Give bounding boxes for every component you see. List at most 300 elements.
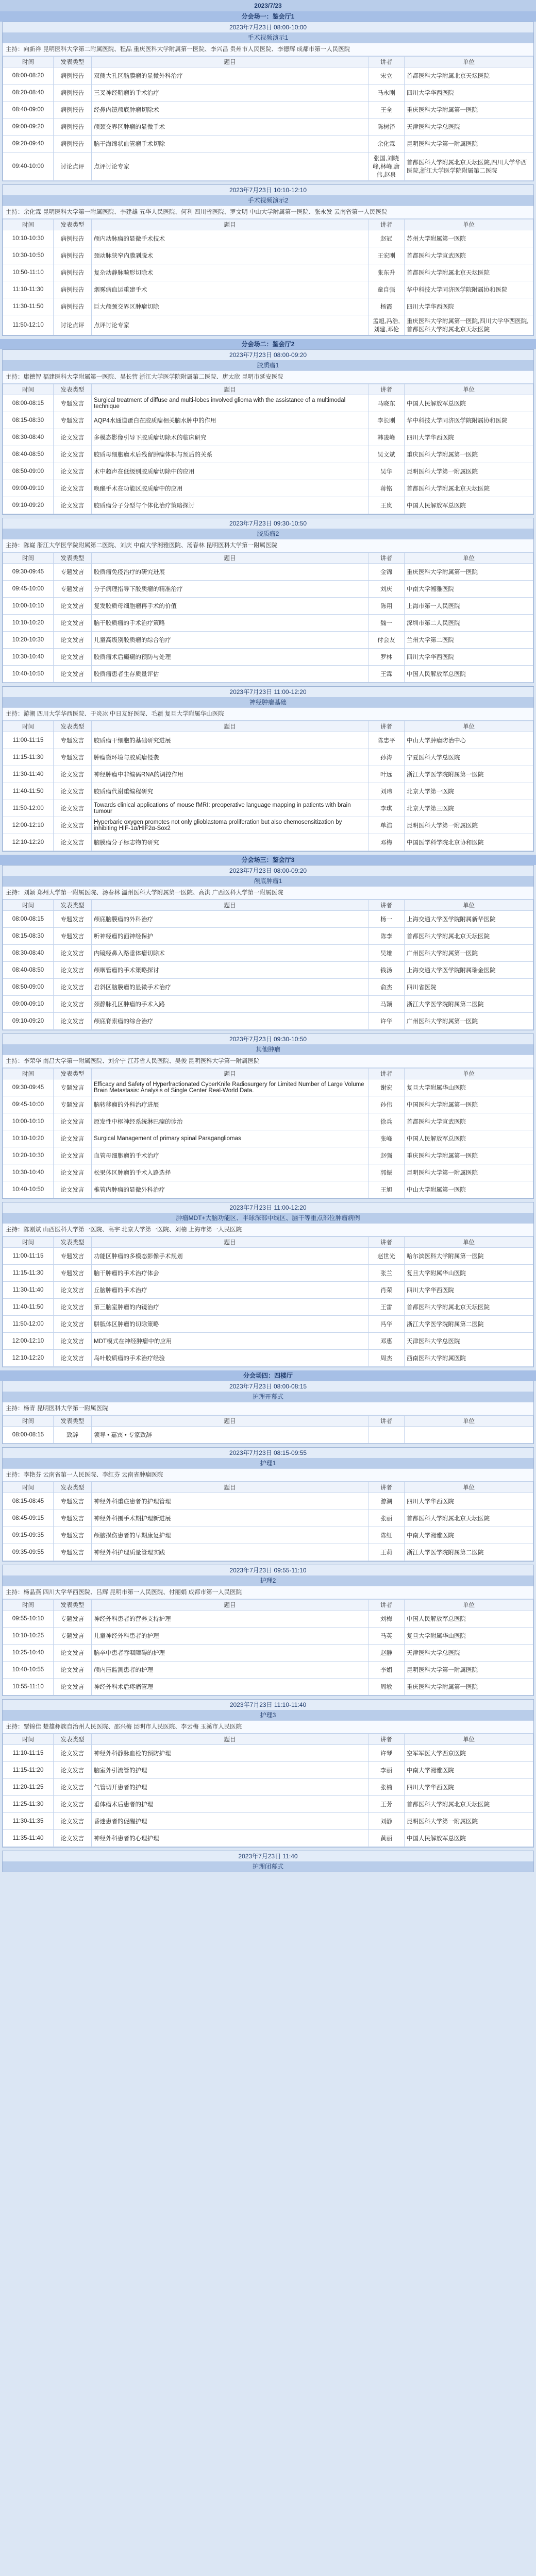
unit-cell: 华中科技大学同济医学院附属协和医院 [405,281,533,298]
speaker-cell: 钱汤 [368,962,405,979]
table-row [3,1164,533,1181]
unit-cell: 华中科技大学同济医学院附属协和医院 [405,412,533,429]
speaker-cell: 赵世光 [368,1248,405,1265]
column-header: 讲者 [368,219,405,230]
type-cell: 论文发言 [54,1113,92,1130]
speaker-cell: 叶远 [368,766,405,783]
speaker-cell: 王雷 [368,1299,405,1316]
speaker-cell [368,1427,405,1444]
unit-cell: 重庆医科大学附属第一医院 [405,1679,533,1696]
time-cell: 12:10-12:20 [3,1350,54,1367]
unit-cell: 北京大学第三医院 [405,800,533,817]
time-cell: 11:15-11:30 [3,749,54,766]
session-time: 2023年7月23日 08:15-09:55 [3,1448,533,1458]
table-row [3,649,533,666]
session-time: 2023年7月23日 08:00-08:15 [3,1381,533,1392]
column-header: 单位 [405,1734,533,1745]
schedule-table [3,1415,533,1444]
type-cell: 论文发言 [54,1181,92,1198]
topic-cell: AQP4水通道蛋白在胶质瘤相关脑水肿中的作用 [92,412,368,429]
session-name: 护理1 [3,1458,533,1468]
table-row [3,497,533,514]
topic-cell: 三叉神经鞘瘤的手术治疗 [92,84,368,101]
schedule-table [3,384,533,514]
topic-cell: 功能区肿瘤的多模态影像手术规划 [92,1248,368,1265]
column-header: 题目 [92,1416,368,1427]
unit-cell: 首都医科大学附属北京天坛医院 [405,480,533,497]
time-cell: 11:30-11:35 [3,1813,54,1830]
speaker-cell: 罗林 [368,649,405,666]
unit-cell: 中国人民解放军总医院 [405,395,533,412]
column-header: 单位 [405,1482,533,1493]
session-block [2,1033,534,1199]
topic-cell: 点评讨论专家 [92,315,368,335]
column-header: 发表类型 [54,1237,92,1248]
time-cell: 09:00-09:10 [3,996,54,1013]
type-cell: 病例报告 [54,67,92,84]
topic-cell: MDT模式在神经肿瘤中的应用 [92,1333,368,1350]
unit-cell: 深圳市第二人民医院 [405,615,533,632]
type-cell: 专题发言 [54,911,92,928]
time-cell: 10:10-10:25 [3,1628,54,1645]
speaker-cell: 孙伟 [368,1096,405,1113]
table-row [3,979,533,996]
unit-cell: 重庆医科大学附属第一医院,四川大学华西医院,首都医科大学附属北京天坛医院 [405,315,533,335]
type-cell: 病例报告 [54,118,92,135]
session-time: 2023年7月23日 08:00-09:20 [3,350,533,360]
unit-cell: 上海交通大学医学院附属瑞金医院 [405,962,533,979]
time-cell: 11:30-11:40 [3,766,54,783]
type-cell: 论文发言 [54,1350,92,1367]
session-host: 主持：杨晶燕 四川大学华西医院、吕辉 昆明市第一人民医院、付丽娟 成都市第一人民医院 [3,1586,533,1599]
schedule-table [3,1068,533,1198]
topic-cell: 经鼻内镜颅底肿瘤切除术 [92,101,368,118]
topic-cell: 松果体区肿瘤的手术入路选择 [92,1164,368,1181]
column-header: 发表类型 [54,1734,92,1745]
table-row [3,1181,533,1198]
time-cell: 09:45-10:00 [3,581,54,598]
session-name: 神经肿瘤基础 [3,697,533,707]
topic-cell: Towards clinical applications of mouse fMRI: preoperative language mapping in patients with brain tumour [92,800,368,817]
time-cell: 09:20-09:40 [3,135,54,152]
column-header: 讲者 [368,57,405,67]
unit-cell: 中山大学肿瘤防治中心 [405,732,533,749]
type-cell: 论文发言 [54,1316,92,1333]
session-block [2,184,534,336]
speaker-cell: 张国,刘晓峰,林峰,唐伟,赵泉 [368,152,405,181]
time-cell: 09:00-09:20 [3,118,54,135]
speaker-cell: 金锦 [368,564,405,581]
time-cell: 08:20-08:40 [3,84,54,101]
speaker-cell: 李丽 [368,1762,405,1779]
topic-cell: 颅咽管瘤的手术策略探讨 [92,962,368,979]
table-row [3,118,533,135]
topic-cell: 颅脑损伤患者的早期康复护理 [92,1527,368,1544]
column-header: 讲者 [368,553,405,564]
column-header: 时间 [3,1416,54,1427]
session-block [2,349,534,515]
unit-cell: 首都医科大学附属北京天坛医院 [405,1510,533,1527]
time-cell: 11:30-11:50 [3,298,54,315]
type-cell: 论文发言 [54,429,92,446]
unit-cell: 昆明医科大学第一附属医院 [405,1164,533,1181]
table-header-row [3,1482,533,1493]
session-block [2,1565,534,1696]
session-host: 主持：陈嶷 浙江大学医学院附属第二医院、刘庆 中南大学湘雅医院、汤春林 昆明医科大学第一附属医院 [3,539,533,552]
topic-cell: 垂体瘤术后患者的护理 [92,1796,368,1813]
speaker-cell: 马颖 [368,996,405,1013]
table-row [3,1527,533,1544]
time-cell: 08:15-08:45 [3,1493,54,1510]
type-cell: 论文发言 [54,615,92,632]
type-cell: 论文发言 [54,632,92,649]
type-cell: 专题发言 [54,1265,92,1282]
unit-cell: 四川大学华西医院 [405,84,533,101]
column-header: 发表类型 [54,57,92,67]
time-cell: 09:10-09:20 [3,1013,54,1030]
table-row [3,230,533,247]
table-row [3,632,533,649]
table-header-row [3,1416,533,1427]
speaker-cell: 张东升 [368,264,405,281]
time-cell: 08:40-09:00 [3,101,54,118]
column-header: 时间 [3,1482,54,1493]
topic-cell: 神经外科患者的营养支持护理 [92,1611,368,1628]
column-header: 单位 [405,1416,533,1427]
unit-cell: 中国人民解放军总医院 [405,497,533,514]
speaker-cell: 李长刚 [368,412,405,429]
time-cell: 09:30-09:45 [3,564,54,581]
table-row [3,1427,533,1444]
column-header: 发表类型 [54,900,92,911]
hall-header: 分会场三：鉴会厅3 [0,855,536,865]
speaker-cell: 孟旭,冯浩,刘建,邓伦 [368,315,405,335]
unit-cell: 空军军医大学西京医院 [405,1745,533,1762]
unit-cell: 广州医科大学附属第一医院 [405,945,533,962]
column-header: 单位 [405,1237,533,1248]
time-cell: 08:00-08:15 [3,1427,54,1444]
type-cell: 论文发言 [54,1013,92,1030]
column-header: 题目 [92,721,368,732]
session-time: 2023年7月23日 11:00-12:20 [3,687,533,697]
table-row [3,1316,533,1333]
time-cell: 10:00-10:10 [3,598,54,615]
topic-cell: 多模态影像引导下胶质瘤切除术的临床研究 [92,429,368,446]
unit-cell: 中国医科大学附属第一医院 [405,1096,533,1113]
session-time: 2023年7月23日 10:10-12:10 [3,185,533,195]
column-header: 时间 [3,1734,54,1745]
time-cell: 09:15-09:35 [3,1527,54,1544]
table-row [3,1796,533,1813]
topic-cell: 胶质瘤代谢重编程研究 [92,783,368,800]
table-header-row [3,1237,533,1248]
type-cell: 论文发言 [54,1779,92,1796]
topic-cell: 颈动脉狭窄内膜剥脱术 [92,247,368,264]
session-time: 2023年7月23日 09:55-11:10 [3,1565,533,1575]
column-header: 题目 [92,1734,368,1745]
unit-cell: 北京大学第一医院 [405,783,533,800]
topic-cell: 椎管内肿瘤的显微外科治疗 [92,1181,368,1198]
table-header-row [3,900,533,911]
topic-cell: 烟雾病血运重建手术 [92,281,368,298]
unit-cell: 浙江大学医学院附属第一医院 [405,766,533,783]
type-cell: 论文发言 [54,1762,92,1779]
speaker-cell: 孙涛 [368,749,405,766]
type-cell: 论文发言 [54,463,92,480]
topic-cell: 神经外科患者的心理护理 [92,1830,368,1847]
speaker-cell: 王岚 [368,497,405,514]
column-header: 发表类型 [54,219,92,230]
type-cell: 专题发言 [54,1096,92,1113]
type-cell: 论文发言 [54,1745,92,1762]
topic-cell: 颅内动脉瘤的显微手术技术 [92,230,368,247]
table-row [3,152,533,181]
table-row [3,412,533,429]
type-cell: 论文发言 [54,1796,92,1813]
topic-cell: 神经外科术后疼痛管理 [92,1679,368,1696]
schedule-table [3,1599,533,1696]
column-header: 发表类型 [54,1482,92,1493]
topic-cell: 气管切开患者的护理 [92,1779,368,1796]
time-cell: 11:10-11:15 [3,1745,54,1762]
table-row [3,1611,533,1628]
table-row [3,817,533,834]
session-host: 主持：向新祥 昆明医科大学第二附属医院、程品 重庆医科大学附属第一医院、李兴昌 贵州市人民医院、李德辉 成都市第一人民医院 [3,43,533,56]
time-cell: 10:10-10:20 [3,615,54,632]
type-cell: 专题发言 [54,1510,92,1527]
table-row [3,783,533,800]
session-name: 手术视频演示2 [3,195,533,206]
column-header: 时间 [3,900,54,911]
speaker-cell: 郭振 [368,1164,405,1181]
speaker-cell: 周敏 [368,1679,405,1696]
time-cell: 10:20-10:30 [3,1147,54,1164]
speaker-cell: 马晓东 [368,395,405,412]
table-row [3,581,533,598]
session-name: 颅底肿瘤1 [3,876,533,886]
time-cell: 10:40-10:55 [3,1662,54,1679]
type-cell: 专题发言 [54,1527,92,1544]
time-cell: 09:40-10:00 [3,152,54,181]
session-block [2,22,534,181]
topic-cell: 脑转移瘤的外科治疗进展 [92,1096,368,1113]
session-block [2,1381,534,1444]
time-cell: 10:25-10:40 [3,1645,54,1662]
unit-cell: 重庆医科大学附属第一医院 [405,1147,533,1164]
time-cell: 10:10-10:20 [3,1130,54,1147]
type-cell: 论文发言 [54,1645,92,1662]
unit-cell: 四川大学华西医院 [405,1282,533,1299]
type-cell: 专题发言 [54,749,92,766]
table-row [3,1813,533,1830]
unit-cell: 中山大学附属第一医院 [405,1181,533,1198]
time-cell: 11:40-11:50 [3,783,54,800]
column-header: 发表类型 [54,1069,92,1079]
hall-header: 分会场四：四楼厅 [0,1370,536,1381]
type-cell: 论文发言 [54,800,92,817]
time-cell: 08:40-08:50 [3,962,54,979]
speaker-cell: 刘庆 [368,581,405,598]
column-header: 单位 [405,1600,533,1611]
type-cell: 论文发言 [54,834,92,851]
type-cell: 讨论点评 [54,152,92,181]
session-host: 主持：康德智 福建医科大学附属第一医院、吴长营 浙江大学医学院附属第二医院、唐太欣 昆明市延安医院 [3,370,533,384]
speaker-cell: 张峰 [368,1130,405,1147]
type-cell: 论文发言 [54,1662,92,1679]
unit-cell: 苏州大学附属第一医院 [405,230,533,247]
topic-cell: 岩斜区脑膜瘤的显微手术治疗 [92,979,368,996]
speaker-cell: 陈忠平 [368,732,405,749]
column-header: 时间 [3,1600,54,1611]
column-header: 题目 [92,553,368,564]
unit-cell: 中南大学湘雅医院 [405,581,533,598]
speaker-cell: 李琪 [368,800,405,817]
type-cell: 论文发言 [54,817,92,834]
topic-cell: 岛叶胶质瘤的手术治疗经验 [92,1350,368,1367]
column-header: 单位 [405,219,533,230]
table-row [3,945,533,962]
unit-cell: 中国医学科学院北京协和医院 [405,834,533,851]
schedule-table [3,1236,533,1367]
speaker-cell: 陈红 [368,1527,405,1544]
table-row [3,749,533,766]
session-host: 主持：刘颖 郑州大学第一附属医院、汤春林 温州医科大学附属第一医院、高洪 广西医科大学第一附属医院 [3,886,533,900]
time-cell: 10:30-10:40 [3,1164,54,1181]
time-cell: 10:30-10:50 [3,247,54,264]
type-cell: 论文发言 [54,497,92,514]
speaker-cell: 徐兵 [368,1113,405,1130]
topic-cell: 丘脑肿瘤的手术治疗 [92,1282,368,1299]
unit-cell: 首都医科大学附属北京天坛医院,四川大学华西医院,浙江大学医学院附属第二医院 [405,152,533,181]
time-cell: 08:45-09:15 [3,1510,54,1527]
speaker-cell: 杨一 [368,911,405,928]
time-cell: 11:50-12:00 [3,1316,54,1333]
type-cell: 专题发言 [54,1611,92,1628]
type-cell: 专题发言 [54,564,92,581]
time-cell: 11:40-11:50 [3,1299,54,1316]
session-time: 2023年7月23日 11:10-11:40 [3,1700,533,1710]
table-row [3,766,533,783]
speaker-cell: 童自强 [368,281,405,298]
type-cell: 病例报告 [54,264,92,281]
table-row [3,911,533,928]
page-title: 2023/7/23 [0,0,536,11]
unit-cell: 中国人民解放军总医院 [405,666,533,683]
unit-cell: 复旦大学附属华山医院 [405,1265,533,1282]
hall-header: 分会场二：鉴会厅2 [0,339,536,349]
table-row [3,1130,533,1147]
session-host: 主持：杨青 昆明医科大学第一附属医院 [3,1402,533,1415]
speaker-cell: 张丽 [368,1510,405,1527]
unit-cell: 昆明医科大学第一附属医院 [405,1813,533,1830]
topic-cell: Surgical Management of primary spinal Paragangliomas [92,1130,368,1147]
type-cell: 论文发言 [54,979,92,996]
unit-cell: 重庆医科大学附属第一医院 [405,446,533,463]
type-cell: 专题发言 [54,581,92,598]
unit-cell: 中南大学湘雅医院 [405,1527,533,1544]
type-cell: 病例报告 [54,101,92,118]
speaker-cell: 蒋铭 [368,480,405,497]
unit-cell: 复旦大学附属华山医院 [405,1628,533,1645]
column-header: 讲者 [368,1482,405,1493]
session-time: 2023年7月23日 09:30-10:50 [3,518,533,529]
table-header-row [3,219,533,230]
time-cell: 11:50-12:10 [3,315,54,335]
time-cell: 09:55-10:10 [3,1611,54,1628]
session-host: 主持：游潮 四川大学华西医院、于炎冰 中日友好医院、毛颖 复旦大学附属华山医院 [3,707,533,721]
time-cell: 08:15-08:30 [3,928,54,945]
speaker-cell: 赵静 [368,1645,405,1662]
time-cell: 10:10-10:30 [3,230,54,247]
table-row [3,1079,533,1096]
session-name: 其他肿瘤 [3,1044,533,1055]
session-time: 2023年7月23日 08:00-10:00 [3,22,533,32]
unit-cell: 天津医科大学总医院 [405,118,533,135]
unit-cell: 四川大学华西医院 [405,1779,533,1796]
unit-cell [405,1427,533,1444]
topic-cell: 血管母细胞瘤的手术治疗 [92,1147,368,1164]
table-row [3,315,533,335]
speaker-cell: 俞杰 [368,979,405,996]
unit-cell: 中国人民解放军总医院 [405,1830,533,1847]
topic-cell: 胶质瘤干细胞的基础研究进展 [92,732,368,749]
topic-cell: 双侧大孔区脑膜瘤的显微外科治疗 [92,67,368,84]
table-row [3,564,533,581]
time-cell: 09:00-09:10 [3,480,54,497]
table-row [3,247,533,264]
session-name: 胶质瘤2 [3,529,533,539]
schedule-table [3,56,533,181]
table-row [3,615,533,632]
topic-cell: 唤醒手术在功能区胶质瘤中的应用 [92,480,368,497]
table-row [3,732,533,749]
schedule-table [3,219,533,335]
column-header: 讲者 [368,1069,405,1079]
table-row [3,1779,533,1796]
column-header: 时间 [3,219,54,230]
table-row [3,84,533,101]
type-cell: 专题发言 [54,732,92,749]
speaker-cell: 付会友 [368,632,405,649]
column-header: 单位 [405,57,533,67]
column-header: 讲者 [368,384,405,395]
column-header: 单位 [405,384,533,395]
topic-cell: 复杂动静脉畸形切除术 [92,264,368,281]
type-cell: 论文发言 [54,962,92,979]
session-name: 肿瘤MDT+大脑功能区、半球深部中线区、脑干等重点部位肿瘤病例 [3,1213,533,1223]
time-cell: 08:00-08:15 [3,911,54,928]
unit-cell: 兰州大学第二医院 [405,632,533,649]
time-cell: 08:30-08:40 [3,429,54,446]
session-host: 主持：覃锦佳 楚雄彝族自治州人民医院、邵兴梅 昆明市人民医院、李云梅 玉溪市人民医院 [3,1720,533,1734]
topic-cell: 巨大颅颈交界区肿瘤切除 [92,298,368,315]
time-cell: 08:00-08:15 [3,395,54,412]
session-host: 主持：余化霖 昆明医科大学第一附属医院、李建雄 五华人民医院、何利 四川省医院、罗文明 中山大学附属第一医院、张永发 云南省第一人民医院 [3,206,533,219]
session-time: 2023年7月23日 08:00-09:20 [3,866,533,876]
time-cell: 10:30-10:40 [3,649,54,666]
speaker-cell: 李娟 [368,1662,405,1679]
session-block [2,1851,534,1872]
unit-cell: 昆明医科大学第一附属医院 [405,1662,533,1679]
type-cell: 论文发言 [54,1679,92,1696]
topic-cell: 分子病理指导下胶质瘤的精准治疗 [92,581,368,598]
topic-cell: 第三脑室肿瘤的内镜治疗 [92,1299,368,1316]
time-cell: 10:50-11:10 [3,264,54,281]
speaker-cell: 吴雄 [368,945,405,962]
unit-cell: 上海交通大学医学院附属新华医院 [405,911,533,928]
type-cell: 论文发言 [54,996,92,1013]
unit-cell: 宁夏医科大学总医院 [405,749,533,766]
